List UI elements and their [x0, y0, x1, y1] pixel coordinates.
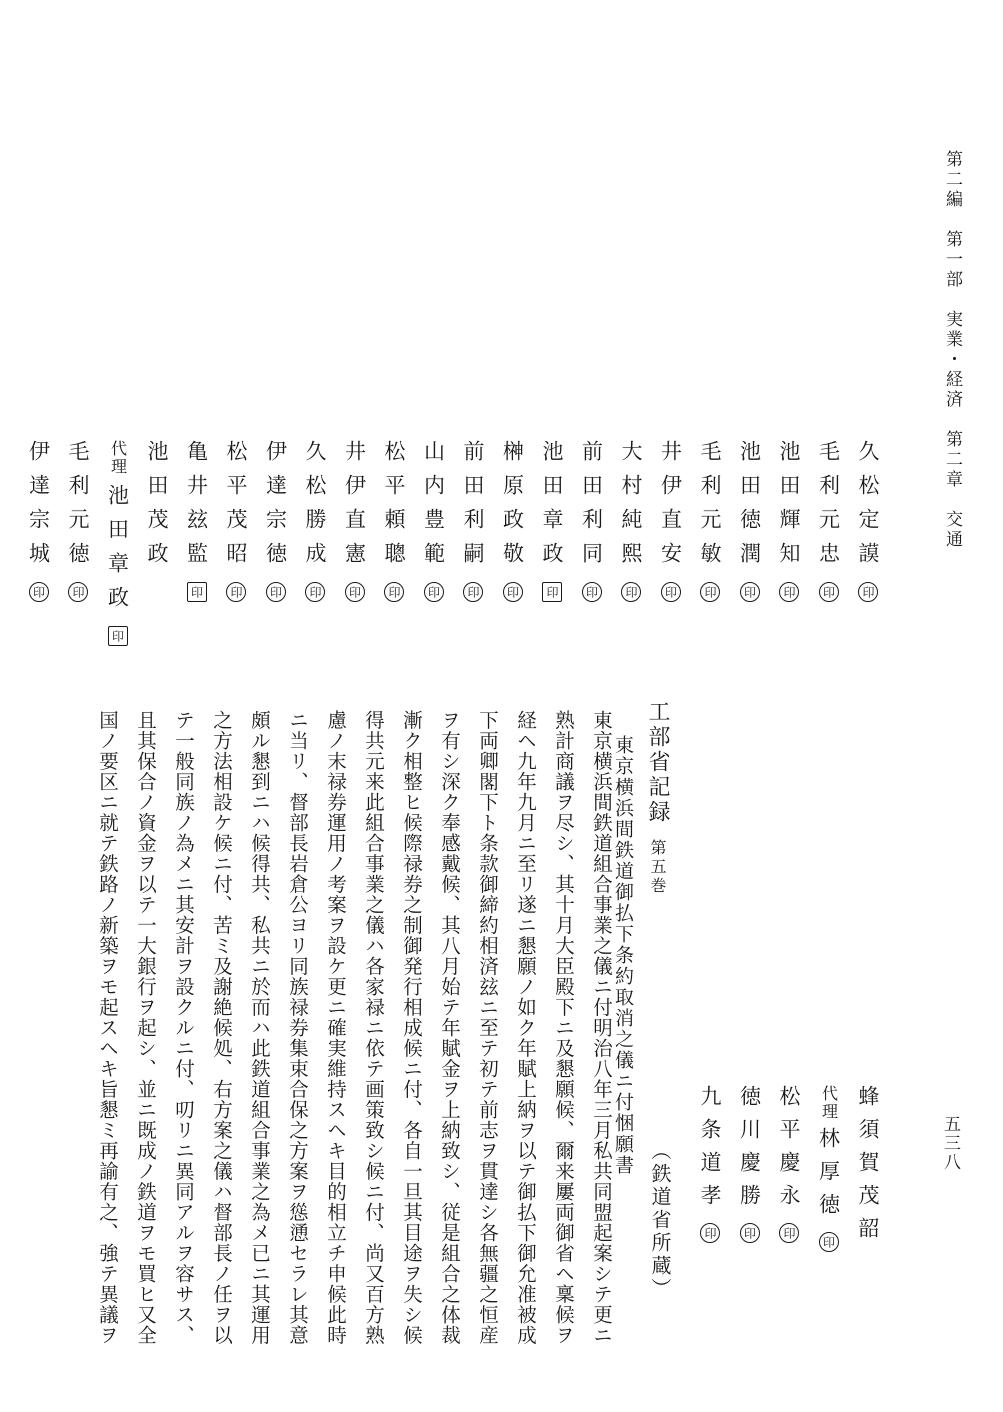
seal-stamp-icon: 印 — [68, 582, 88, 602]
seal-stamp-icon: 印 — [187, 582, 207, 602]
signatory-name: 山内豊範 — [421, 440, 446, 576]
signatory — [419, 440, 449, 602]
signatory-name: 徳川慶勝 — [737, 1085, 762, 1217]
signatory — [182, 440, 212, 602]
document-title: 東京横浜間鉄道御払下条約取消之儀ニ付悃願書 — [612, 735, 634, 1176]
seal-stamp-icon: 印 — [108, 626, 128, 646]
page-number: 五三八 — [940, 1115, 960, 1172]
signatory — [379, 440, 409, 602]
signatory — [695, 1085, 725, 1243]
seal-stamp-icon: 印 — [740, 582, 760, 602]
signatory — [142, 440, 172, 576]
record-volume: 第五巻 — [648, 839, 667, 896]
seal-stamp-icon: 印 — [858, 582, 878, 602]
seal-stamp-icon: 印 — [661, 582, 681, 602]
seal-stamp-icon: 印 — [542, 582, 562, 602]
signatory-name: 蜂須賀茂韶 — [856, 1085, 880, 1250]
signatory-name: 毛利元徳 — [66, 440, 90, 576]
seal-stamp-icon: 印 — [463, 582, 483, 602]
signatory — [103, 440, 133, 646]
signatory — [853, 440, 883, 602]
signatory-name: 毛利元忠 — [816, 440, 841, 576]
seal-stamp-icon: 印 — [621, 582, 641, 602]
signatory-name: 松平慶永 — [777, 1085, 801, 1217]
signatory — [63, 440, 93, 602]
signatory-name: 前田利同 — [579, 440, 604, 576]
body-line: 熟計商議ヲ尽シ、其十月大臣殿下ニ及懇願候、爾来屢両御省ヘ稟候ヲ — [552, 710, 575, 1346]
signatory — [24, 440, 54, 602]
seal-stamp-icon: 印 — [266, 582, 286, 602]
signatory-name: 松平頼聰 — [382, 440, 406, 576]
signatory-name: 池田章政 — [105, 484, 130, 620]
seal-stamp-icon: 印 — [29, 582, 49, 602]
signatory-name: 毛利元敏 — [698, 440, 722, 576]
signatory-role: 代理 — [819, 1085, 839, 1121]
signatory-name: 池田輝知 — [777, 440, 801, 576]
body-line: 慮ノ末禄券運用ノ考案ヲ設ケ更ニ確実維持スヘキ目的相立チ申候此時 — [324, 710, 347, 1346]
signatory — [814, 1085, 844, 1252]
signatory — [577, 440, 607, 602]
record-title — [642, 700, 673, 896]
signatory-name: 林厚徳 — [816, 1127, 841, 1226]
signatory — [695, 440, 725, 602]
body-line: テ一般同族ノ為メニ其安計ヲ設クルニ付、叨リニ異同アルヲ容サス、 — [172, 710, 195, 1346]
seal-stamp-icon: 印 — [503, 582, 523, 602]
signatory-name: 久松定謨 — [856, 440, 880, 576]
signatory-name: 前田利嗣 — [461, 440, 485, 576]
signatory-name: 久松勝成 — [303, 440, 327, 576]
seal-stamp-icon: 印 — [700, 1223, 720, 1243]
body-line: 国ノ要区ニ就テ鉄路ノ新築ヲモ起スヘキ旨懇ミ再諭有之、強テ異議ヲ — [96, 710, 119, 1346]
body-line: 下両卿閣下ト条款御締約相済玆ニ至テ初テ前志ヲ貫達シ各無疆之恒産 — [476, 710, 499, 1346]
signatory — [261, 440, 291, 602]
body-line: ヲ有シ深ク奉感戴候、其八月始テ年賦金ヲ上納致シ、従是組合之体裁 — [438, 710, 461, 1346]
signatory-name: 池田章政 — [540, 440, 564, 576]
signatory — [537, 440, 567, 602]
signatory-name: 池田徳潤 — [737, 440, 762, 576]
signatory — [774, 440, 804, 602]
body-line: 且其保合ノ資金ヲ以テ一大銀行ヲ起シ、並ニ既成ノ鉄道ヲモ買ヒ又全 — [134, 710, 157, 1346]
seal-stamp-icon: 印 — [779, 582, 799, 602]
source-note: （鉄道省所蔵） — [648, 1140, 672, 1301]
body-text — [71, 710, 611, 1390]
signatory-name: 井伊直憲 — [342, 440, 367, 576]
seal-stamp-icon: 印 — [819, 1232, 839, 1252]
body-line: 経ヘ九年九月ニ至リ遂ニ懇願ノ如ク年賦上納ヲ以テ御払下御允准被成 — [514, 710, 537, 1346]
signatory — [774, 1085, 804, 1243]
record-title-text: 工部省記録 — [645, 700, 670, 825]
signatory — [853, 1085, 883, 1250]
seal-stamp-icon: 印 — [424, 582, 444, 602]
signatory — [814, 440, 844, 602]
seal-stamp-icon: 印 — [582, 582, 602, 602]
signatory — [221, 440, 251, 602]
body-line: 東京横浜間鉄道組合事業之儀ニ付明治八年三月私共同盟起案シテ更ニ — [590, 710, 613, 1346]
signatory — [735, 1085, 765, 1243]
signatory-name: 井伊直安 — [658, 440, 683, 576]
signatory — [616, 440, 646, 602]
running-head: 第二編 第一部 実業・経済 第二章 交通 — [942, 150, 962, 550]
signatory — [656, 440, 686, 602]
signatory-role: 代理 — [108, 440, 128, 476]
signatory — [735, 440, 765, 602]
signatory-name: 九条道孝 — [698, 1085, 722, 1217]
signatory-name: 大村純熙 — [619, 440, 643, 576]
seal-stamp-icon: 印 — [226, 582, 246, 602]
seal-stamp-icon: 印 — [779, 1223, 799, 1243]
seal-stamp-icon: 印 — [740, 1223, 760, 1243]
signatory-name: 池田茂政 — [145, 440, 169, 576]
signatory — [458, 440, 488, 602]
signatory-name: 伊達宗城 — [26, 440, 51, 576]
signatory — [340, 440, 370, 602]
signatory-name: 亀井玆監 — [184, 440, 209, 576]
signatory-list — [23, 440, 883, 640]
seal-stamp-icon: 印 — [305, 582, 325, 602]
body-line: 之方法相設ケ候ニ付、苦ミ及謝絶候処、右方案之儀ハ督部長ノ任ヲ以 — [210, 710, 233, 1346]
signatory — [498, 440, 528, 602]
signatory-name: 松平茂昭 — [224, 440, 248, 576]
signatory-list-continued — [698, 1085, 883, 1325]
signatory-name: 榊原政敬 — [500, 440, 525, 576]
body-line: 漸ク相整ヒ候際禄券之制御発行相成候ニ付、各自一旦其目途ヲ失シ候 — [400, 710, 423, 1346]
signatory-name: 伊達宗徳 — [263, 440, 288, 576]
seal-stamp-icon: 印 — [700, 582, 720, 602]
body-line: ニ当リ、督部長岩倉公ヨリ同族禄券集束合保之方案ヲ慫慂セラレ其意 — [286, 710, 309, 1346]
body-line: 頗ル懇到ニハ候得共、私共ニ於而ハ此鉄道組合事業之為メ已ニ其運用 — [248, 710, 271, 1346]
seal-stamp-icon: 印 — [345, 582, 365, 602]
body-line: 得共元来此組合事業之儀ハ各家禄ニ依テ画策致シ候ニ付、尚又百方熟 — [362, 710, 385, 1346]
seal-stamp-icon: 印 — [384, 582, 404, 602]
seal-stamp-icon: 印 — [819, 582, 839, 602]
signatory — [300, 440, 330, 602]
